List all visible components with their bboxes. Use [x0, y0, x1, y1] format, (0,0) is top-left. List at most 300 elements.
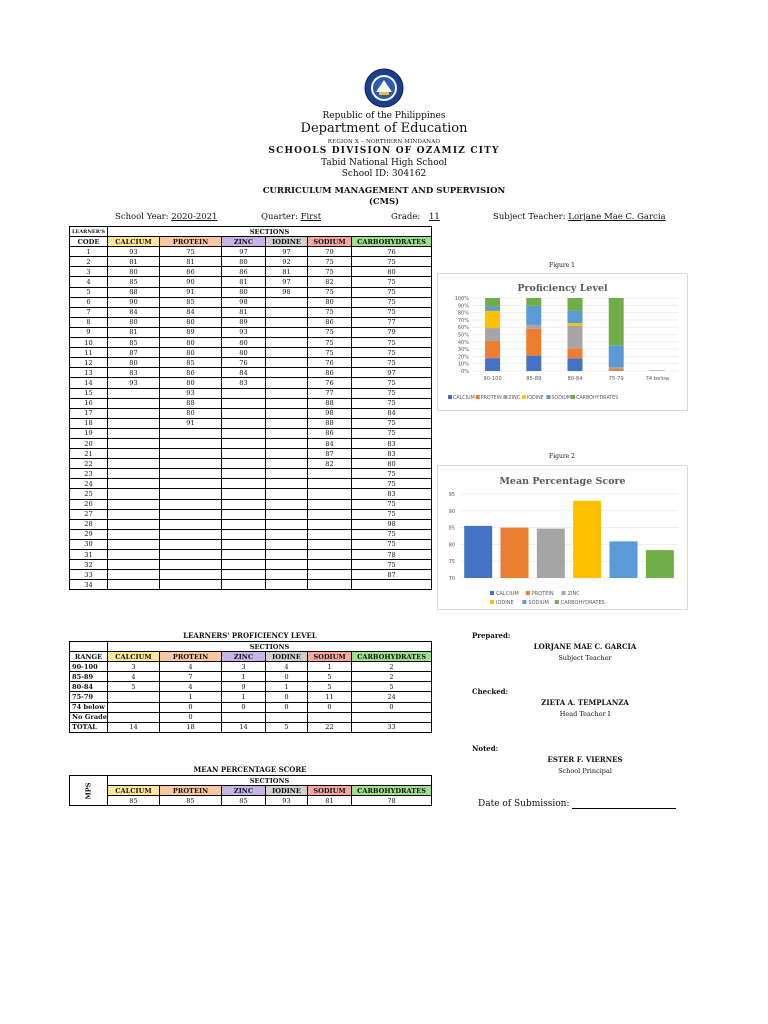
- proficiency-chart-svg: [438, 274, 687, 410]
- score-cell: [160, 449, 222, 459]
- y-tick-label: 10%: [457, 361, 469, 368]
- count-cell: 2: [352, 672, 432, 682]
- score-cell: 85: [160, 358, 222, 368]
- score-cell: [266, 408, 308, 418]
- learner-code: 12: [70, 358, 108, 368]
- score-cell: [160, 570, 222, 580]
- score-cell: 87: [352, 570, 432, 580]
- count-cell: 0: [308, 702, 352, 712]
- division-line: SCHOOLS DIVISION OF OZAMIZ CITY: [268, 146, 500, 156]
- score-cell: [108, 388, 160, 398]
- table-row: [70, 580, 432, 590]
- score-cell: [266, 560, 308, 570]
- legend-swatch: [490, 591, 494, 595]
- score-cell: [222, 459, 266, 469]
- table-row: [70, 662, 432, 672]
- score-cell: 89: [160, 327, 222, 337]
- score-cell: 83: [108, 368, 160, 378]
- table-row: [70, 277, 432, 287]
- legend-label: PROTEIN: [531, 591, 554, 597]
- score-cell: [222, 570, 266, 580]
- bar-segment: [485, 328, 500, 341]
- table-row: [70, 368, 432, 378]
- table-row: [70, 327, 432, 337]
- count-cell: [308, 712, 352, 722]
- score-cell: 75: [352, 297, 432, 307]
- y-tick-label: 30%: [457, 347, 469, 354]
- count-cell: 5: [108, 682, 160, 692]
- legend-swatch: [503, 395, 507, 399]
- y-tick-label: 100%: [454, 296, 469, 302]
- score-cell: 81: [108, 257, 160, 267]
- school-year: School Year: 2020-2021: [115, 212, 218, 222]
- score-cell: 84: [160, 307, 222, 317]
- count-cell: 1: [222, 692, 266, 702]
- date-of-submission-line[interactable]: [572, 800, 676, 809]
- bar-segment: [568, 326, 583, 349]
- table-row: [70, 418, 432, 428]
- score-cell: [108, 580, 160, 590]
- bar-segment: [568, 323, 583, 326]
- score-cell: [266, 469, 308, 479]
- score-cell: [160, 459, 222, 469]
- count-cell: 5: [266, 722, 308, 732]
- department-title: Department of Education: [300, 121, 468, 136]
- x-tick-label: 75-79: [608, 376, 624, 382]
- count-cell: 11: [308, 692, 352, 702]
- count-cell: [108, 712, 160, 722]
- bar-segment: [568, 298, 583, 311]
- score-cell: 75: [352, 509, 432, 519]
- score-cell: 85: [108, 338, 160, 348]
- score-cell: 86: [308, 317, 352, 327]
- score-cell: [160, 519, 222, 529]
- score-cell: [222, 469, 266, 479]
- score-cell: [266, 489, 308, 499]
- score-cell: [108, 529, 160, 539]
- score-cell: 86: [160, 267, 222, 277]
- legend-label: IODINE: [496, 600, 514, 606]
- score-cell: [222, 519, 266, 529]
- score-cell: 93: [222, 327, 266, 337]
- score-cell: [108, 499, 160, 509]
- score-cell: 84: [308, 438, 352, 448]
- score-cell: 91: [160, 418, 222, 428]
- score-cell: 81: [266, 267, 308, 277]
- table-row: [70, 682, 432, 692]
- table-row: [70, 692, 432, 702]
- score-cell: [266, 317, 308, 327]
- table-row: [70, 287, 432, 297]
- code-label: CODE: [70, 237, 108, 247]
- learner-code: 34: [70, 580, 108, 590]
- y-tick-label: 50%: [457, 332, 469, 339]
- bar-segment: [609, 367, 624, 369]
- score-cell: 83: [352, 449, 432, 459]
- score-cell: [108, 519, 160, 529]
- score-cell: [222, 489, 266, 499]
- table-row: [70, 358, 432, 368]
- score-cell: 86: [160, 368, 222, 378]
- bar-segment: [485, 311, 500, 328]
- table-row: [70, 489, 432, 499]
- learner-code: 10: [70, 338, 108, 348]
- checked-name: ZIETA A. TEMPLANZA: [541, 698, 629, 707]
- score-cell: [108, 509, 160, 519]
- learner-code: 13: [70, 368, 108, 378]
- y-tick-label: 60%: [457, 325, 469, 332]
- figure-2-label: Figure 2: [549, 453, 575, 460]
- score-cell: 98: [308, 408, 352, 418]
- score-cell: 80: [222, 287, 266, 297]
- score-cell: 76: [352, 247, 432, 257]
- score-cell: 88: [308, 398, 352, 408]
- score-cell: 98: [222, 297, 266, 307]
- score-cell: 80: [352, 459, 432, 469]
- learner-code: 25: [70, 489, 108, 499]
- count-cell: 4: [266, 662, 308, 672]
- range-cell: 80-84: [70, 682, 108, 692]
- score-cell: [108, 489, 160, 499]
- score-cell: [266, 438, 308, 448]
- proficiency-table: [69, 641, 432, 733]
- score-cell: 79: [308, 247, 352, 257]
- bar-segment: [568, 348, 583, 358]
- legend-swatch: [571, 395, 575, 399]
- quarter: Quarter: First: [261, 212, 322, 222]
- table-row: [70, 317, 432, 327]
- count-cell: 24: [352, 692, 432, 702]
- score-cell: 75: [352, 378, 432, 388]
- score-cell: [308, 550, 352, 560]
- grade: Grade: 11: [391, 212, 440, 222]
- count-cell: 2: [352, 662, 432, 672]
- score-cell: 91: [160, 287, 222, 297]
- score-cell: 98: [266, 287, 308, 297]
- score-cell: 87: [308, 449, 352, 459]
- bar-segment: [609, 345, 624, 367]
- column-header: PROTEIN: [160, 786, 222, 796]
- score-cell: [266, 479, 308, 489]
- score-cell: [266, 368, 308, 378]
- bar-segment: [526, 329, 541, 356]
- score-cell: [308, 580, 352, 590]
- score-cell: [160, 469, 222, 479]
- y-tick-label: 80: [448, 542, 455, 549]
- count-cell: 14: [222, 722, 266, 732]
- y-tick-label: 90: [448, 508, 455, 515]
- region-line: REGION X – NORTHERN MINDANAO: [327, 139, 441, 145]
- score-cell: 75: [308, 287, 352, 297]
- score-cell: 93: [108, 378, 160, 388]
- score-cell: 75: [352, 418, 432, 428]
- score-cell: [160, 509, 222, 519]
- score-cell: 76: [308, 378, 352, 388]
- count-cell: 9: [222, 682, 266, 692]
- score-cell: 75: [352, 307, 432, 317]
- learner-code: 17: [70, 408, 108, 418]
- column-header: SODIUM: [308, 786, 352, 796]
- score-cell: 75: [352, 529, 432, 539]
- score-cell: 75: [352, 560, 432, 570]
- legend-label: CARBOHYDRATES: [576, 396, 619, 401]
- score-cell: 89: [222, 317, 266, 327]
- score-cell: 86: [308, 368, 352, 378]
- report-title: CURRICULUM MANAGEMENT AND SUPERVISION: [262, 186, 506, 196]
- column-header: ZINC: [222, 786, 266, 796]
- score-cell: [266, 398, 308, 408]
- chart-title: Mean Percentage Score: [499, 476, 626, 487]
- table-row: [70, 712, 432, 722]
- score-cell: 81: [222, 307, 266, 317]
- score-cell: [352, 580, 432, 590]
- column-header: CARBOHYDRATES: [352, 237, 432, 247]
- score-cell: [222, 428, 266, 438]
- count-cell: 0: [266, 702, 308, 712]
- table-row: [70, 338, 432, 348]
- column-header: IODINE: [266, 237, 308, 247]
- learner-code: 11: [70, 348, 108, 358]
- table-row: [70, 428, 432, 438]
- score-cell: [160, 479, 222, 489]
- score-cell: [308, 499, 352, 509]
- column-header: SODIUM: [308, 237, 352, 247]
- count-cell: 0: [352, 702, 432, 712]
- legend-label: SODIUM: [528, 600, 549, 606]
- learner-code: 22: [70, 459, 108, 469]
- learner-code: 28: [70, 519, 108, 529]
- score-cell: 98: [352, 519, 432, 529]
- legend-swatch: [522, 395, 526, 399]
- score-cell: [308, 519, 352, 529]
- score-cell: [108, 479, 160, 489]
- bar-segment: [526, 325, 541, 329]
- score-cell: 75: [352, 428, 432, 438]
- checked-title: Head Teacher I: [559, 710, 611, 718]
- column-header: CARBOHYDRATES: [352, 786, 432, 796]
- score-cell: 76: [222, 358, 266, 368]
- bar-segment: [485, 307, 500, 311]
- x-tick-label: 74 below: [645, 376, 670, 382]
- prepared-label: Prepared:: [472, 631, 511, 640]
- score-cell: [160, 438, 222, 448]
- score-cell: 76: [308, 358, 352, 368]
- bar-segment: [485, 341, 500, 358]
- score-cell: [266, 428, 308, 438]
- score-cell: 75: [352, 469, 432, 479]
- count-cell: 3: [108, 662, 160, 672]
- score-cell: 93: [160, 388, 222, 398]
- count-cell: 3: [222, 662, 266, 672]
- table-row: [70, 479, 432, 489]
- learner-code: 23: [70, 469, 108, 479]
- table-row: [70, 348, 432, 358]
- score-cell: [266, 338, 308, 348]
- table-row: [70, 529, 432, 539]
- count-cell: [222, 712, 266, 722]
- legend-swatch: [546, 395, 550, 399]
- score-cell: 88: [160, 398, 222, 408]
- score-cell: [108, 550, 160, 560]
- score-cell: [266, 570, 308, 580]
- score-cell: 83: [352, 489, 432, 499]
- score-cell: [266, 509, 308, 519]
- score-cell: [266, 348, 308, 358]
- score-cell: 82: [308, 459, 352, 469]
- bar-segment: [485, 358, 500, 371]
- range-cell: TOTAL: [70, 722, 108, 732]
- mps-chart: [437, 465, 688, 610]
- bar: [464, 526, 492, 578]
- score-cell: [108, 398, 160, 408]
- score-cell: 82: [308, 277, 352, 287]
- count-cell: 7: [160, 672, 222, 682]
- score-cell: [308, 570, 352, 580]
- score-cell: [308, 509, 352, 519]
- score-cell: 80: [308, 297, 352, 307]
- report-subtitle: (CMS): [368, 197, 400, 207]
- bar-segment: [568, 358, 583, 371]
- score-cell: 80: [160, 408, 222, 418]
- score-cell: 93: [108, 247, 160, 257]
- score-cell: [222, 580, 266, 590]
- score-cell: 75: [352, 348, 432, 358]
- range-cell: No Grade: [70, 712, 108, 722]
- school-name: Tabid National High School: [321, 158, 447, 168]
- table-row: [70, 570, 432, 580]
- score-cell: [266, 529, 308, 539]
- legend-swatch: [526, 591, 530, 595]
- bar: [537, 529, 565, 578]
- count-cell: 0: [266, 672, 308, 682]
- score-cell: 77: [352, 317, 432, 327]
- prepared-name: LORJANE MAE C. GARCIA: [533, 642, 637, 651]
- count-cell: [108, 702, 160, 712]
- learner-code: 8: [70, 317, 108, 327]
- count-cell: 1: [160, 692, 222, 702]
- learner-code: 29: [70, 529, 108, 539]
- legend-label: SODIUM: [551, 396, 571, 401]
- count-cell: 5: [352, 682, 432, 692]
- figure-1-label: Figure 1: [549, 262, 575, 269]
- score-cell: 80: [160, 317, 222, 327]
- score-cell: 85: [160, 297, 222, 307]
- score-cell: 75: [352, 287, 432, 297]
- score-cell: [108, 459, 160, 469]
- legend-swatch: [448, 395, 452, 399]
- range-cell: 90-100: [70, 662, 108, 672]
- learner-code: 15: [70, 388, 108, 398]
- table-row: [70, 297, 432, 307]
- score-cell: [266, 418, 308, 428]
- learner-code: 32: [70, 560, 108, 570]
- score-cell: [308, 489, 352, 499]
- table-row: [70, 702, 432, 712]
- learner-code: 3: [70, 267, 108, 277]
- chart-title: Proficiency Level: [517, 283, 608, 294]
- table-row: [70, 672, 432, 682]
- score-cell: 88: [308, 418, 352, 428]
- count-cell: 0: [266, 692, 308, 702]
- legend-swatch: [555, 600, 559, 604]
- score-cell: [222, 388, 266, 398]
- republic-line: Republic of the Philippines: [322, 111, 446, 121]
- count-cell: 0: [222, 702, 266, 712]
- proficiency-table-title: LEARNERS' PROFICIENCY LEVEL: [183, 631, 317, 640]
- column-header: CALCIUM: [108, 652, 160, 662]
- count-cell: 1: [266, 682, 308, 692]
- x-tick-label: 90-100: [483, 376, 502, 382]
- mps-value: 85: [222, 796, 266, 806]
- legend-label: PROTEIN: [480, 396, 502, 401]
- proficiency-chart: [437, 273, 688, 411]
- learner-code: 21: [70, 449, 108, 459]
- column-header: CALCIUM: [108, 786, 160, 796]
- score-cell: 75: [352, 257, 432, 267]
- score-cell: 84: [222, 368, 266, 378]
- y-tick-label: 20%: [457, 354, 469, 361]
- table-row: [70, 408, 432, 418]
- mps-table: [69, 775, 432, 806]
- count-cell: 33: [352, 722, 432, 732]
- count-cell: 18: [160, 722, 222, 732]
- score-cell: [160, 529, 222, 539]
- table-row: [70, 499, 432, 509]
- table-row: [70, 398, 432, 408]
- score-cell: 84: [352, 408, 432, 418]
- score-cell: 75: [308, 307, 352, 317]
- table-row: [70, 388, 432, 398]
- score-cell: 75: [352, 479, 432, 489]
- score-cell: 81: [222, 277, 266, 287]
- score-cell: [108, 570, 160, 580]
- score-cell: 97: [266, 247, 308, 257]
- y-tick-label: 75: [448, 559, 455, 566]
- score-cell: [308, 539, 352, 549]
- table-row: [70, 459, 432, 469]
- bar-segment: [526, 356, 541, 371]
- bar-segment: [568, 311, 583, 324]
- bar-segment: [526, 306, 541, 325]
- score-cell: 88: [108, 287, 160, 297]
- mps-value: 93: [266, 796, 308, 806]
- score-cell: [108, 449, 160, 459]
- bar: [610, 541, 638, 578]
- score-cell: [160, 428, 222, 438]
- column-header: PROTEIN: [160, 237, 222, 247]
- subject-teacher: Subject Teacher: Lorjane Mae C. Garcia: [493, 212, 666, 222]
- count-cell: 5: [308, 682, 352, 692]
- mps-sections-label: SECTIONS: [108, 776, 432, 786]
- y-tick-label: 70: [448, 576, 455, 582]
- legend-swatch: [562, 591, 566, 595]
- table-row: [70, 519, 432, 529]
- school-id: School ID: 304162: [341, 169, 427, 179]
- legend-label: ZINC: [567, 591, 580, 597]
- count-cell: 4: [160, 682, 222, 692]
- learner-code: 2: [70, 257, 108, 267]
- score-cell: 75: [308, 257, 352, 267]
- score-cell: [308, 560, 352, 570]
- score-cell: [266, 378, 308, 388]
- score-cell: [108, 560, 160, 570]
- score-cell: 86: [222, 267, 266, 277]
- score-cell: [222, 539, 266, 549]
- legend-label: ZINC: [508, 396, 521, 401]
- school-year-value: 2020-2021: [171, 212, 218, 222]
- count-cell: 22: [308, 722, 352, 732]
- bar-segment: [526, 298, 541, 306]
